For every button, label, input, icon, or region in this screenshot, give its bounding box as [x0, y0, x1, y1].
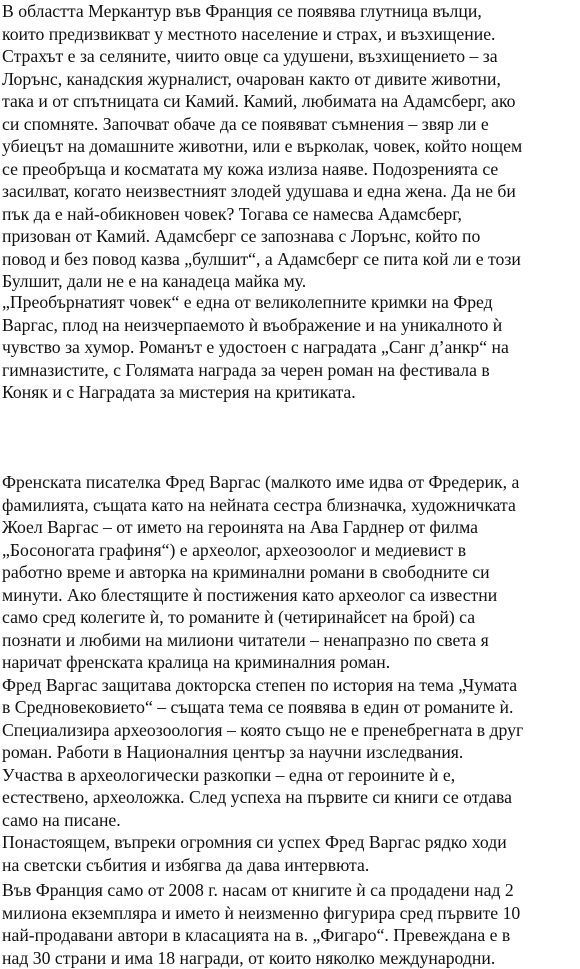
text-line: над 30 страни и има 18 награди, от които няколко международни. — [2, 947, 578, 969]
text-line: Във Франция само от 2008 г. насам от книгите ѝ са продадени над 2 — [2, 879, 578, 902]
text-line: само сред колегите ѝ, то романите ѝ (четиринайсет на брой) са — [2, 606, 578, 629]
text-line: „Босоногата графиня“) е археолог, археозоолог и медиевист в — [2, 539, 578, 562]
text-line: така и от спътницата си Камий. Камий, любимата на Адамсберг, ако — [2, 90, 578, 113]
text-line: пък да е най-обикновен човек? Тогава се намесва Адамсберг, — [2, 203, 578, 226]
text-line: Варгас, плод на неизчерпаемото ѝ въображение и на уникалното ѝ — [2, 314, 578, 337]
text-line: Понастоящем, въпреки огромния си успех Фред Варгас рядко ходи — [2, 831, 578, 854]
text-line: „Преобърнатият човек“ е една от великолепните кримки на Фред — [2, 291, 578, 314]
text-line: Коняк и с Наградата за мистерия на критиката. — [2, 381, 578, 404]
text-line: Фред Варгас защитава докторска степен по история на тема „Чумата — [2, 674, 578, 697]
text-line: милиона екземпляра и името ѝ неизменно фигурира сред първите 10 — [2, 902, 578, 925]
text-line: познати и любими на милиони читатели – ненапразно по света я — [2, 629, 578, 652]
text-line: Френската писателка Фред Варгас (малкото име идва от Фредерик, а — [2, 471, 578, 494]
text-line: Страхът е за селяните, чиито овце са удушени, възхищението – за — [2, 45, 578, 68]
text-line: В областта Меркантур във Франция се появява глутница вълци, — [2, 0, 578, 23]
text-line: които предизвикват у местното население и страх, и възхищение. — [2, 23, 578, 46]
text-line: минути. Ако блестящите ѝ постижения като археолог са известни — [2, 584, 578, 607]
text-line: фамилията, същата като на нейната сестра близначка, художничката — [2, 494, 578, 517]
text-line: Жоел Варгас – от името на героинята на Ава Гарднер от филма — [2, 516, 578, 539]
text-line: гимназистите, с Голямата награда за черен роман на фестивала в — [2, 359, 578, 382]
text-line: само на писане. — [2, 809, 578, 832]
text-line: Специализира археозоология – която също не е пренебрегната в друг — [2, 719, 578, 742]
paragraph-sales — [2, 879, 578, 969]
text-line: засилват, когато неизвестният злодей удушава и една жена. Да не би — [2, 180, 578, 203]
text-line: Участва в археологически разкопки – една от героините ѝ е, — [2, 764, 578, 787]
text-line: роман. Работи в Националния център за научни изследвания. — [2, 741, 578, 764]
text-line: на светски събития и избягва да дава интервюта. — [2, 854, 578, 877]
text-line: наричат френската кралица на криминалния роман. — [2, 651, 578, 674]
text-line: Булшит, дали не е на канадеца майка му. — [2, 270, 578, 293]
paragraph-plot-summary — [2, 0, 578, 293]
text-line: си спомняте. Започват обаче да се появяват съмнения – звяр ли е — [2, 113, 578, 136]
text-line: естествено, археоложка. След успеха на първите си книги се отдава — [2, 786, 578, 809]
text-line: призован от Камий. Адамсберг се запознава с Лорънс, който по — [2, 225, 578, 248]
paragraph-author-bio — [2, 471, 578, 876]
paragraph-awards — [2, 291, 578, 404]
text-line: повод и без повод казва „булшит“, а Адамсберг се пита кой ли е този — [2, 248, 578, 271]
text-line: убиецът на домашните животни, или е върколак, човек, който нощем — [2, 135, 578, 158]
text-line: Лорънс, канадския журналист, очарован както от дивите животни, — [2, 68, 578, 91]
text-line: чувство за хумор. Романът е удостоен с наградата „Санг д’анкр“ на — [2, 336, 578, 359]
text-line: работно време и авторка на криминални романи в свободните си — [2, 561, 578, 584]
text-line: в Средновековието“ – същата тема се появява в един от романите ѝ. — [2, 696, 578, 719]
text-line: най-продавани автори в класацията на в. „Фигаро“. Превеждана е в — [2, 924, 578, 947]
text-line: се преобръща и косматата му кожа излиза наяве. Подозренията се — [2, 158, 578, 181]
